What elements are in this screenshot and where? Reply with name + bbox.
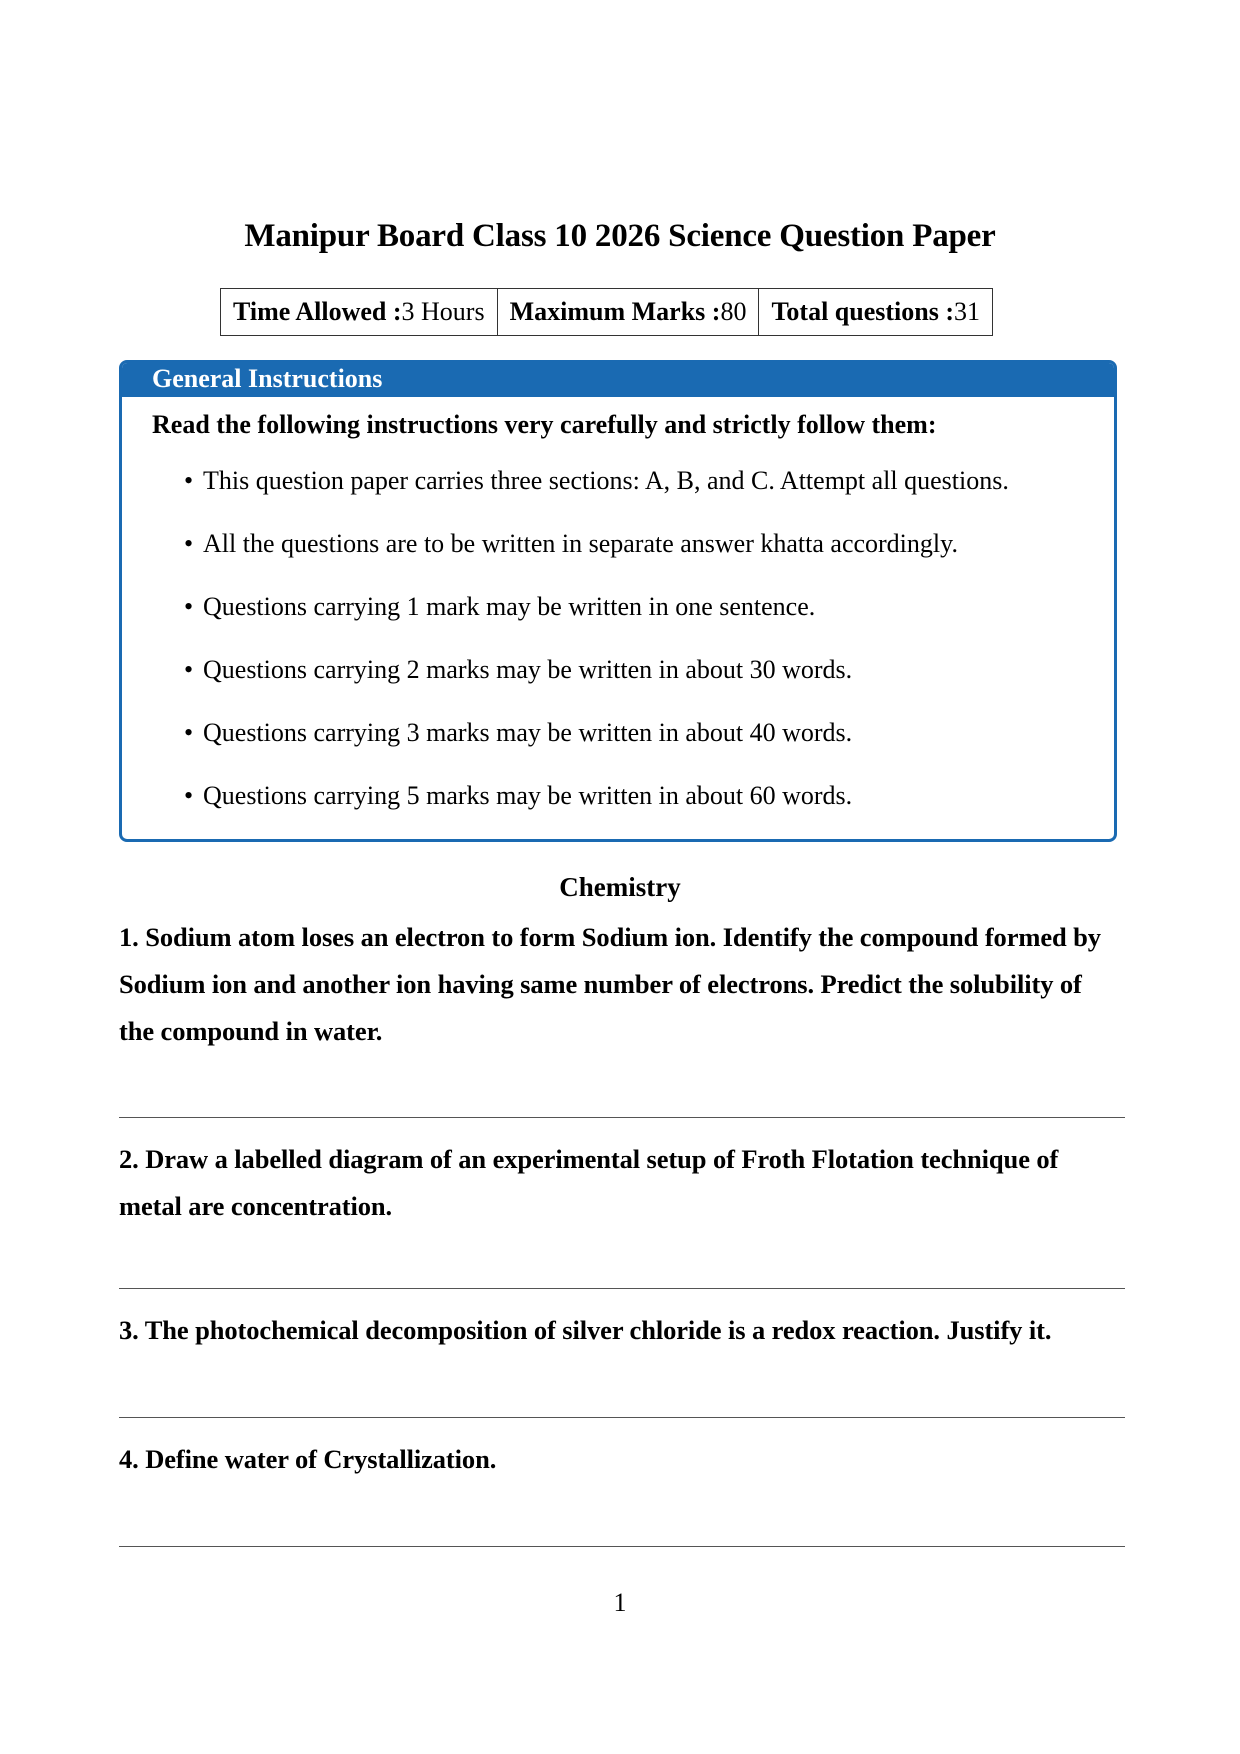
exam-info-table <box>220 288 993 336</box>
total-questions-value: 31 <box>954 297 980 326</box>
instruction-item <box>184 591 1114 623</box>
maximum-marks-cell <box>497 289 759 336</box>
instruction-item <box>184 528 1114 560</box>
bullet-icon: • <box>184 529 194 558</box>
page-title: Manipur Board Class 10 2026 Science Question Paper <box>244 218 996 254</box>
time-allowed-cell <box>221 289 498 336</box>
section-heading-chemistry: Chemistry <box>559 872 681 902</box>
instructions-list <box>122 465 1114 812</box>
maximum-marks-label: Maximum Marks : <box>509 297 721 326</box>
instructions-lead: Read the following instructions very carefully and strictly follow them: <box>152 410 937 439</box>
answer-divider <box>119 1288 1125 1289</box>
instruction-item <box>184 465 1114 497</box>
instruction-item <box>184 717 1114 749</box>
bullet-icon: • <box>184 592 194 621</box>
question-4: 4. Define water of Crystallization. <box>119 1444 497 1474</box>
maximum-marks-value: 80 <box>720 297 747 326</box>
bullet-icon: • <box>184 466 194 495</box>
answer-divider <box>119 1546 1125 1547</box>
instruction-text: Questions carrying 1 mark may be written in one sentence. <box>203 592 816 621</box>
instructions-header: General Instructions <box>122 363 1114 397</box>
question-1: 1. Sodium atom loses an electron to form Sodium ion. Identify the compound formed by Sodium ion and another ion having same number of electrons. Predict the solubility of the compound in water. <box>119 922 1101 1046</box>
instruction-item <box>184 654 1114 686</box>
answer-divider <box>119 1117 1125 1118</box>
instruction-text: This question paper carries three sections: A, B, and C. Attempt all questions. <box>203 466 1009 495</box>
instruction-text: Questions carrying 3 marks may be written in about 40 words. <box>203 718 853 747</box>
question-2: 2. Draw a labelled diagram of an experimental setup of Froth Flotation technique of metal are concentration. <box>119 1144 1059 1221</box>
instruction-text: Questions carrying 2 marks may be written in about 30 words. <box>203 655 853 684</box>
total-questions-label: Total questions : <box>771 297 954 326</box>
total-questions-cell <box>759 289 993 336</box>
answer-divider <box>119 1417 1125 1418</box>
bullet-icon: • <box>184 781 194 810</box>
bullet-icon: • <box>184 718 194 747</box>
time-allowed-label: Time Allowed : <box>233 297 402 326</box>
time-allowed-value: 3 Hours <box>401 297 485 326</box>
general-instructions-box <box>119 360 1117 842</box>
instruction-text: All the questions are to be written in separate answer khatta accordingly. <box>203 529 958 558</box>
instruction-item <box>184 780 1114 812</box>
bullet-icon: • <box>184 655 194 684</box>
page-number: 1 <box>613 1588 627 1617</box>
instruction-text: Questions carrying 5 marks may be written in about 60 words. <box>203 781 853 810</box>
question-3: 3. The photochemical decomposition of silver chloride is a redox reaction. Justify it. <box>119 1315 1052 1345</box>
